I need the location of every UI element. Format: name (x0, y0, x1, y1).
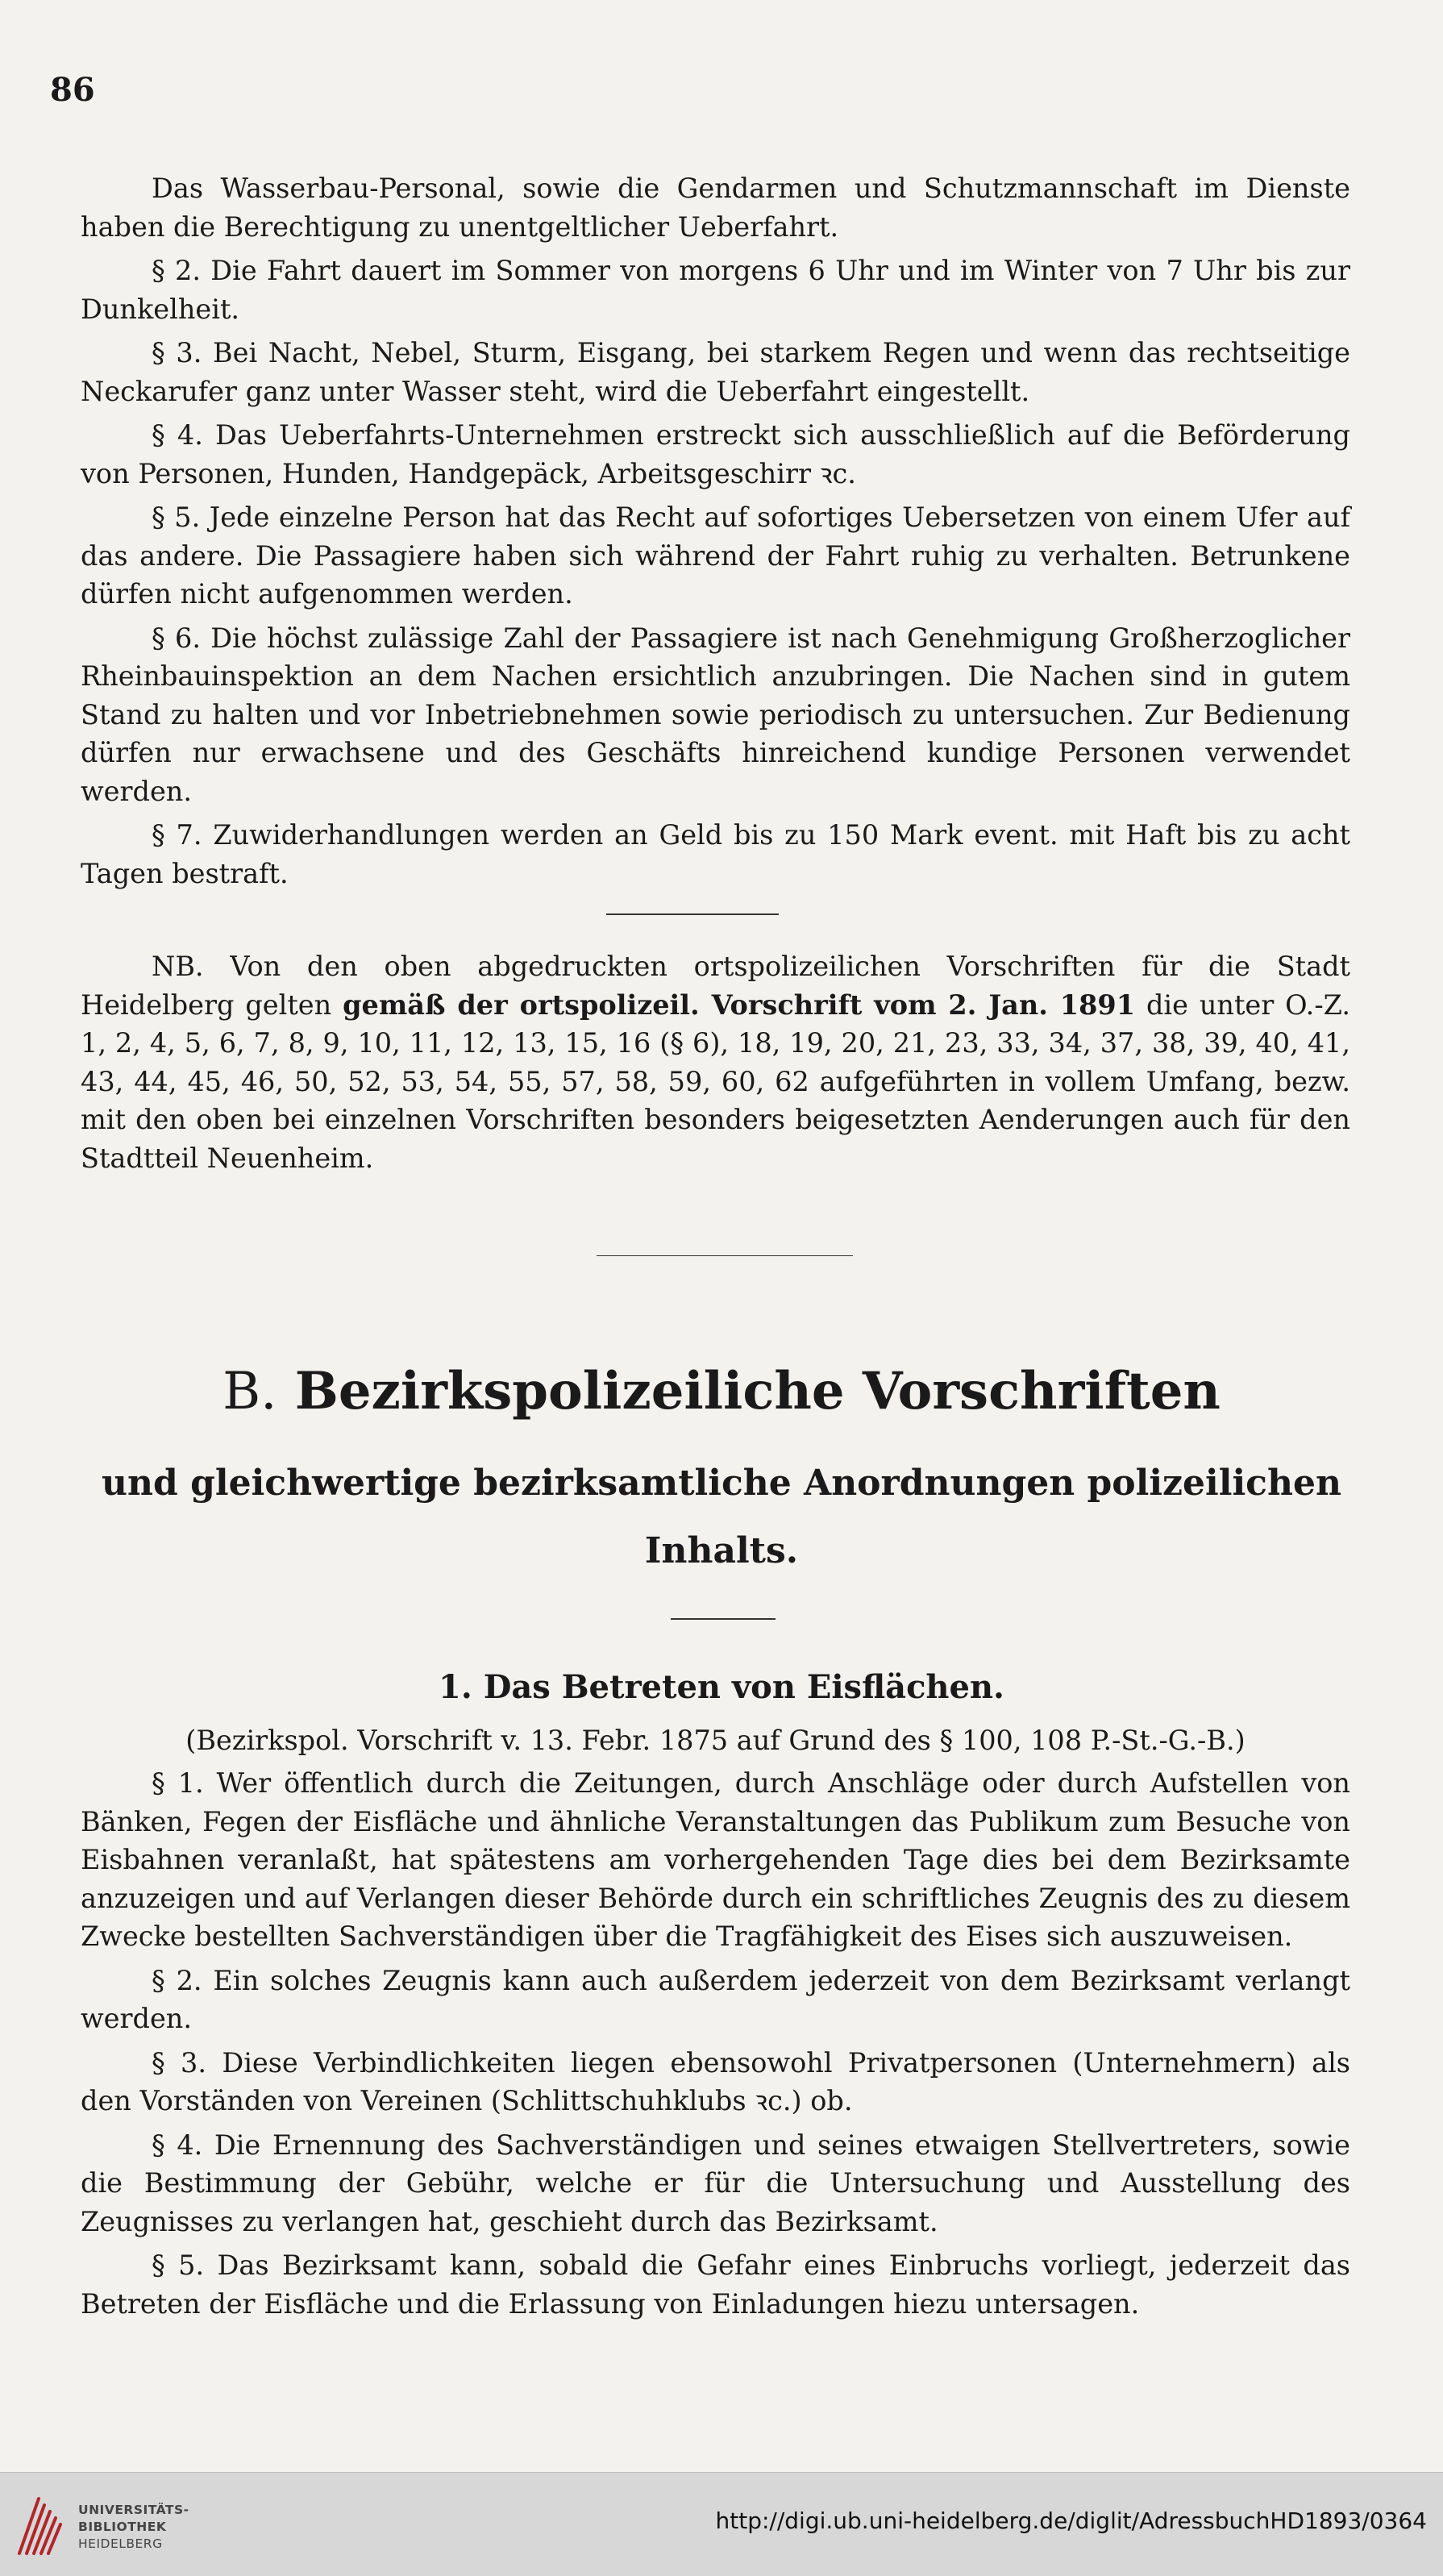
paragraph: § 2. Ein solches Zeugnis kann auch außerdem jederzeit von dem Bezirksamt verlangt werden. (81, 1964, 1350, 2034)
paragraph: § 2. Die Fahrt dauert im Sommer von morgens 6 Uhr und im Winter von 7 Uhr bis zur Dunkelheit. (81, 255, 1350, 325)
paragraph: § 6. Die höchst zulässige Zahl der Passagiere ist nach Genehmigung Großherzoglicher Rheinbauinspektion an dem Nachen ersichtlich anzubringen. Die Nachen sind in gutem Stand zu halten und vor Inbetriebnehmen sowie periodisch zu untersuchen. Zur Bedienung dürfen nur erwachsene und des Geschäfts hinreichend kundige Personen verwendet werden. (81, 622, 1350, 807)
library-logo-text: UNIVERSITÄTS- BIBLIOTHEK HEIDELBERG (78, 2503, 189, 2551)
page-number: 86 (50, 71, 95, 109)
paragraph: Das Wasserbau-Personal, sowie die Gendarmen und Schutzmannschaft im Dienste haben die Berechtigung zu unentgeltlicher Ueberfahrt. (81, 173, 1350, 243)
nb-text-continued: die unter O.-Z. 1, 2, 4, 5, 6, 7, 8, 9, 10, 11, 12, 13, 15, 16 (§ 6), 18, 19, 20, 21, 23, 33, 34, 37, 38, 39, 40, 41, 43, 44, 45, 46, 50, 52, 53, 54, 55, 57, 58, 59, 60, 62 aufgeführten in vollem Umfang, bezw. mit den oben bei einzelnen Vorschriften besonders beigesetzten Aenderungen auch für den Stadtteil Neuenheim. (81, 988, 1350, 1174)
paragraph: § 4. Die Ernennung des Sachverständigen und seines etwaigen Stellvertreters, sowie die Bestimmung der Gebühr, welche er für die Untersuchung und Ausstellung des Zeugnisses zu verlangen hat, geschieht durch das Bezirksamt. (81, 2129, 1350, 2237)
section-b-title (0, 1359, 1443, 1424)
divider (671, 1618, 776, 1620)
section-title-text: Bezirkspolizeiliche Vorschriften (294, 1361, 1221, 1421)
source-url-link[interactable]: http://digi.ub.uni-heidelberg.de/diglit/AdressbuchHD1893/0364 (715, 2507, 1427, 2534)
subsection-title: 1. Das Betreten von Eisflächen. (439, 1668, 1004, 1706)
footer-bar (0, 2472, 1443, 2576)
paragraph: § 7. Zuwiderhandlungen werden an Geld bis zu 150 Mark event. mit Haft bis zu acht Tagen bestraft. (81, 819, 1350, 889)
nb-note (81, 947, 1350, 1183)
paragraph: § 3. Bei Nacht, Nebel, Sturm, Eisgang, bei starkem Regen und wenn das rechtseitige Neckarufer ganz unter Wasser steht, wird die Ueberfahrt eingestellt. (81, 337, 1350, 407)
paragraph: § 5. Das Bezirksamt kann, sobald die Gefahr eines Einbruchs vorliegt, jederzeit das Betreten der Eisfläche und die Erlassung von Einladungen hiezu untersagen. (81, 2249, 1350, 2320)
paragraph: § 3. Diese Verbindlichkeiten liegen ebensowohl Privatpersonen (Unternehmern) als den Vorständen von Vereinen (Schlittschuhklubs ꝛc.) ob. (81, 2046, 1350, 2116)
paragraph: § 4. Das Ueberfahrts-Unternehmen erstreckt sich ausschließlich auf die Beförderung von Personen, Hunden, Handgepäck, Arbeitsgeschirr ꝛc. (81, 419, 1350, 489)
library-logo-icon (16, 2492, 63, 2557)
paragraph: § 1. Wer öffentlich durch die Zeitungen, durch Anschläge oder durch Aufstellen von Bänken, Fegen der Eisfläche und ähnliche Veranstaltungen das Publikum zum Besuche von Eisbahnen veranlaßt, hat spätestens am vorhergehenden Tage dies bei dem Bezirksamte anzuzeigen und auf Verlangen dieser Behörde durch ein schriftliches Zeugnis des zu diesem Zwecke bestellten Sachverständigen über die Tragfähigkeit des Eises sich auszuweisen. (81, 1767, 1350, 1952)
nb-text: NB. Von den oben abgedruckten ortspolizeilichen Vorschriften für die Stadt Heidelberg gelten (81, 951, 1350, 1021)
divider (597, 1255, 853, 1256)
nb-bold-reference: gemäß der ortspolizeil. Vorschrift vom 2. Jan. 1891 (343, 988, 1136, 1021)
source-reference: (Bezirkspol. Vorschrift v. 13. Febr. 1875 auf Grund des § 100, 108 P.-St.-G.-B.) (185, 1725, 1245, 1756)
section-letter: B. (222, 1362, 277, 1421)
section-b-subtitle (0, 1450, 1443, 1585)
paragraph: § 5. Jede einzelne Person hat das Recht auf sofortiges Uebersetzen von einem Ufer auf das andere. Die Passagiere haben sich während der Fahrt ruhig zu verhalten. Betrunkene dürfen nicht aufgenommen werden. (81, 501, 1350, 610)
subtitle-line: und gleichwertige bezirksamtliche Anordnungen polizeilichen (102, 1463, 1341, 1504)
paragraph-block-a (81, 169, 1350, 898)
subtitle-line: Inhalts. (644, 1530, 799, 1571)
paragraph-block-b (81, 1764, 1350, 2328)
divider (606, 913, 779, 915)
